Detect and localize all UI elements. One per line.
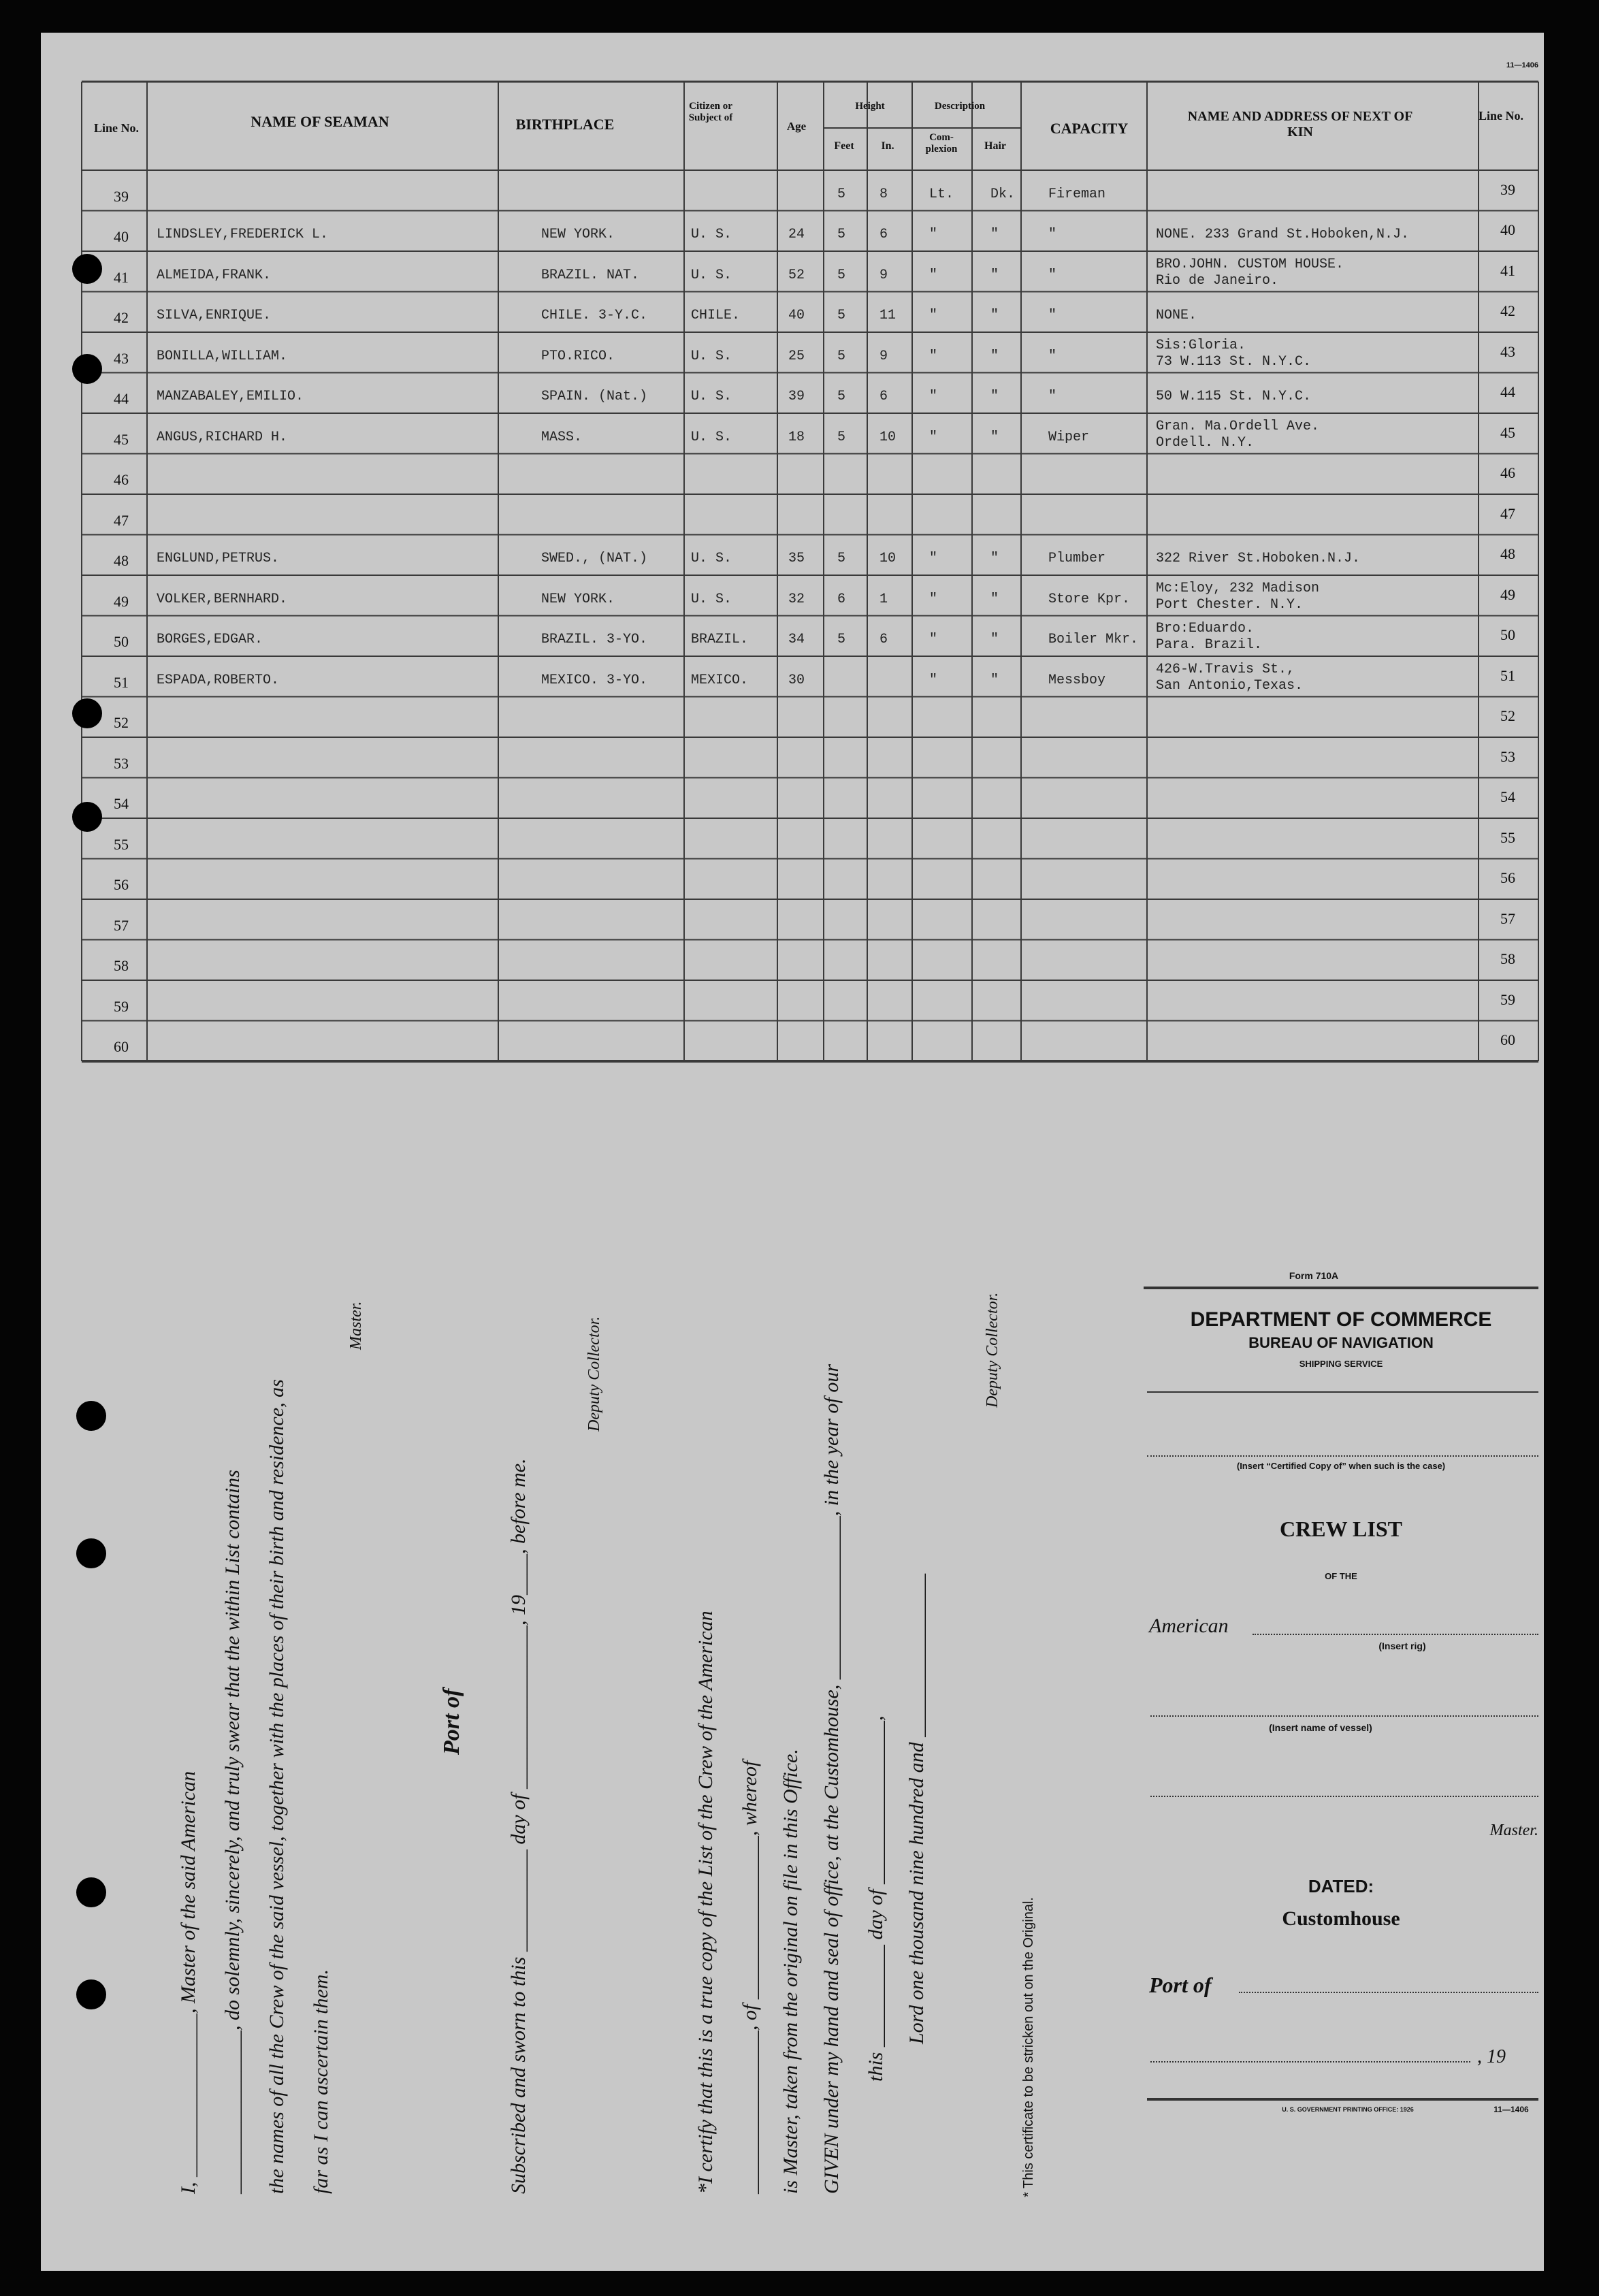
header-capacity: CAPACITY [1050, 120, 1129, 137]
header-birthplace: BIRTHPLACE [515, 116, 615, 133]
crew-age: 52 [788, 267, 805, 283]
header-age: Age [786, 120, 807, 133]
punch-hole [72, 254, 102, 284]
back-dept: DEPARTMENT OF COMMERCE [1190, 1308, 1492, 1331]
crew-complexion: " [929, 267, 938, 283]
crew-feet: 5 [837, 632, 846, 647]
crew-birthplace: MASS. [541, 429, 583, 445]
line-number-right: 44 [1500, 383, 1515, 400]
crew-capacity: " [1048, 227, 1057, 242]
line-number-right: 56 [1500, 869, 1515, 886]
crew-inches: 10 [879, 551, 897, 566]
crew-kin-line-1: Mc:Eloy, 232 Madison [1156, 580, 1320, 596]
crew-kin-line-1: BRO.JOHN. CUSTOM HOUSE. [1156, 256, 1344, 272]
crew-capacity: Messboy [1048, 672, 1106, 688]
crew-name: BONILLA,WILLIAM. [157, 348, 288, 364]
line-number-right: 51 [1500, 666, 1515, 684]
crew-name: LINDSLEY,FREDERICK L. [157, 227, 329, 242]
crew-kin-line-2: 73 W.113 St. N.Y.C. [1156, 353, 1312, 370]
line-number: 44 [114, 390, 129, 407]
crew-hair: " [990, 389, 999, 404]
crew-age: 32 [788, 591, 805, 607]
crew-hair: " [990, 429, 999, 445]
crew-capacity: Plumber [1048, 551, 1106, 566]
header-line-no-right: Line No. [1478, 109, 1523, 123]
crew-inches: 6 [879, 632, 888, 647]
crew-birthplace: NEW YORK. [541, 227, 615, 242]
crew-citizen: MEXICO. [691, 672, 749, 688]
crew-citizen: U. S. [691, 551, 732, 566]
cert-line-3: is Master, taken from the original on file in this Office. [779, 1749, 802, 2194]
oath-line-3: the names of all the Crew of the said vessel, together with the places of their birth and residence, as [265, 1379, 288, 2194]
crew-complexion: " [929, 591, 938, 607]
header-kin: NAME AND ADDRESS OF NEXT OF KIN [1187, 109, 1413, 140]
punch-hole [76, 1401, 106, 1431]
crew-hair: " [990, 348, 999, 364]
oath-line-1: I, ________________, Master of the said American [177, 1770, 199, 2194]
back-bottom-rule [1147, 2098, 1538, 2101]
line-number: 47 [114, 511, 129, 529]
line-number: 49 [114, 592, 129, 610]
crew-complexion: " [929, 227, 938, 242]
line-number-right: 40 [1500, 221, 1515, 238]
crew-hair: " [990, 632, 999, 647]
line-number: 57 [114, 916, 129, 934]
crew-name: BORGES,EDGAR. [157, 632, 263, 647]
crew-feet: 5 [837, 389, 846, 404]
document-page [41, 33, 1544, 2271]
cert-line-5: this __________ day of ________________, [865, 1715, 887, 2082]
crew-capacity: " [1048, 389, 1057, 404]
punch-hole [72, 802, 102, 832]
crew-inches: 9 [879, 267, 888, 283]
crew-feet: 5 [837, 348, 846, 364]
crew-kin-line-1: Bro:Eduardo. [1156, 621, 1255, 636]
crew-complexion: " [929, 429, 938, 445]
crew-hair: Dk. [990, 186, 1016, 202]
oath-line-2: ________________, do solemnly, sincerely, and truly swear that the within List contains [221, 1470, 244, 2194]
back-code: 11—1406 [1493, 2105, 1529, 2114]
line-number-right: 45 [1500, 423, 1515, 441]
line-number-right: 47 [1500, 504, 1515, 522]
line-number: 43 [114, 349, 129, 367]
crew-name: VOLKER,BERNHARD. [157, 591, 288, 607]
crew-hair: " [990, 591, 999, 607]
header-description: Description [934, 101, 986, 112]
crew-citizen: U. S. [691, 389, 732, 404]
crew-feet: 6 [837, 591, 846, 607]
line-number: 59 [114, 997, 129, 1015]
crew-capacity: Fireman [1048, 186, 1106, 202]
line-number-right: 59 [1500, 990, 1515, 1008]
crew-complexion: " [929, 348, 938, 364]
line-number-right: 57 [1500, 909, 1515, 927]
line-number: 58 [114, 957, 129, 974]
punch-hole [72, 354, 102, 384]
back-bureau: BUREAU OF NAVIGATION [1248, 1334, 1434, 1351]
crew-name: SILVA,ENRIQUE. [157, 308, 272, 323]
back-customhouse: Customhouse [1282, 1907, 1400, 1930]
line-number: 41 [114, 268, 129, 286]
crew-citizen: CHILE. [691, 308, 741, 323]
crew-hair: " [990, 308, 999, 323]
crew-citizen: U. S. [691, 227, 732, 242]
crew-name: ESPADA,ROBERTO. [157, 672, 280, 688]
crew-feet: 5 [837, 308, 846, 323]
header-citizen: Citizen or Subject of [688, 101, 733, 124]
line-number-right: 52 [1500, 707, 1515, 724]
line-number: 56 [114, 876, 129, 893]
crew-age: 25 [788, 348, 805, 364]
line-number-right: 46 [1500, 464, 1515, 481]
crew-hair: " [990, 267, 999, 283]
line-number: 53 [114, 754, 129, 772]
line-number-right: 42 [1500, 302, 1515, 319]
crew-birthplace: NEW YORK. [541, 591, 615, 607]
crew-birthplace: MEXICO. 3-YO. [541, 672, 648, 688]
crew-complexion: " [929, 389, 938, 404]
crew-capacity: Boiler Mkr. [1048, 632, 1139, 647]
crew-feet: 5 [837, 267, 846, 283]
crew-birthplace: PTO.RICO. [541, 348, 615, 364]
crew-kin-line-2: Ordell. N.Y. [1156, 434, 1255, 451]
back-service: SHIPPING SERVICE [1299, 1359, 1383, 1369]
crew-capacity: Wiper [1048, 429, 1090, 445]
punch-hole [76, 1877, 106, 1907]
cert-deputy: Deputy Collector. [984, 1292, 1001, 1408]
crew-capacity: " [1048, 348, 1057, 364]
crew-inches: 6 [879, 227, 888, 242]
crew-complexion: " [929, 308, 938, 323]
line-number: 46 [114, 471, 129, 488]
line-number: 55 [114, 835, 129, 853]
crew-age: 39 [788, 389, 805, 404]
line-number: 48 [114, 552, 129, 569]
line-number: 40 [114, 228, 129, 245]
crew-kin-line-1: 50 W.115 St. N.Y.C. [1156, 389, 1312, 404]
crew-inches: 6 [879, 389, 888, 404]
line-number-right: 54 [1500, 788, 1515, 805]
cert-line-1: *I certify that this is a true copy of the List of the Crew of the American [694, 1611, 717, 2194]
line-number-right: 53 [1500, 747, 1515, 765]
crew-name: ALMEIDA,FRANK. [157, 267, 272, 283]
crew-capacity: Store Kpr. [1048, 591, 1131, 607]
crew-inches: 10 [879, 429, 897, 445]
crew-citizen: U. S. [691, 267, 732, 283]
back-of-the: OF THE [1325, 1571, 1357, 1581]
crew-birthplace: CHILE. 3-Y.C. [541, 308, 648, 323]
crew-birthplace: BRAZIL. 3-YO. [541, 632, 648, 647]
header-line-no: Line No. [93, 121, 139, 135]
crew-hair: " [990, 672, 999, 688]
line-number: 51 [114, 673, 129, 691]
crew-age: 40 [788, 308, 805, 323]
oath-deputy: Deputy Collector. [585, 1316, 603, 1432]
punch-hole [76, 1979, 106, 2009]
crew-complexion: " [929, 672, 938, 688]
line-number-right: 50 [1500, 626, 1515, 643]
line-number-right: 43 [1500, 342, 1515, 360]
crew-age: 35 [788, 551, 805, 566]
header-inches: In. [881, 140, 894, 152]
crew-age: 24 [788, 227, 805, 242]
crew-citizen: U. S. [691, 429, 732, 445]
line-number: 50 [114, 633, 129, 650]
crew-citizen: U. S. [691, 591, 732, 607]
crew-complexion: " [929, 551, 938, 566]
back-master-line [1150, 1796, 1538, 1797]
back-port-line [1239, 1992, 1538, 1993]
crew-inches: 11 [879, 308, 897, 323]
header-feet: Feet [834, 140, 854, 152]
crew-citizen: U. S. [691, 348, 732, 364]
crew-complexion: " [929, 632, 938, 647]
back-insert-rig: (Insert rig) [1378, 1640, 1426, 1651]
crew-inches: 1 [879, 591, 888, 607]
line-number-right: 49 [1500, 585, 1515, 603]
crew-kin-line-1: NONE. [1156, 308, 1197, 323]
oath-port-of: Port of [439, 1688, 464, 1755]
crew-kin-line-2: Rio de Janeiro. [1156, 272, 1279, 289]
crew-kin-line-1: NONE. 233 Grand St.Hoboken,N.J. [1156, 227, 1410, 242]
line-number-right: 39 [1500, 180, 1515, 198]
back-rule [1144, 1287, 1538, 1289]
crew-inches: 9 [879, 348, 888, 364]
crew-kin-line-1: Sis:Gloria. [1156, 337, 1246, 353]
crew-capacity: " [1048, 308, 1057, 323]
crew-age: 34 [788, 632, 805, 647]
back-form-no: Form 710A [1289, 1270, 1339, 1281]
line-number: 45 [114, 430, 129, 448]
crew-kin-line-1: 322 River St.Hoboken.N.J. [1156, 551, 1361, 566]
back-year: , 19 [1477, 2046, 1506, 2067]
crew-feet: 5 [837, 551, 846, 566]
crew-name: MANZABALEY,EMILIO. [157, 389, 304, 404]
cert-line-2: ________________, of ________________, whereof [739, 1760, 761, 2194]
back-insert-cert: (Insert “Certified Copy of” when such is the case) [1236, 1461, 1446, 1471]
crew-hair: " [990, 227, 999, 242]
crew-citizen: BRAZIL. [691, 632, 749, 647]
cert-footnote: * This certificate to be stricken out on the Original. [1021, 1897, 1036, 2197]
back-insert-vessel: (Insert name of vessel) [1269, 1722, 1372, 1733]
cert-line-6: Lord one thousand nine hundred and ________________ [905, 1573, 928, 2044]
crew-name: ENGLUND,PETRUS. [157, 551, 280, 566]
header-complexion: Com-plexion [925, 132, 958, 155]
punch-hole [72, 698, 102, 728]
back-port-of: Port of [1149, 1973, 1212, 1997]
header-height: Height [855, 101, 885, 112]
crew-feet: 5 [837, 227, 846, 242]
oath-master: Master. [347, 1301, 365, 1350]
back-title: CREW LIST [1280, 1517, 1402, 1541]
crew-name: ANGUS,RICHARD H. [157, 429, 288, 445]
crew-kin-line-1: 426-W.Travis St., [1156, 661, 1295, 677]
back-dotted-line [1147, 1455, 1538, 1457]
crew-feet: 5 [837, 186, 846, 202]
crew-age: 30 [788, 672, 805, 688]
crew-age: 18 [788, 429, 805, 445]
back-vessel-line [1150, 1715, 1538, 1717]
crew-inches: 8 [879, 186, 888, 202]
back-american: American [1149, 1615, 1229, 1637]
line-number-right: 48 [1500, 545, 1515, 562]
line-number: 54 [114, 795, 129, 812]
header-hair: Hair [984, 140, 1006, 152]
form-code-top: 11—1406 [1506, 61, 1538, 69]
crew-complexion: Lt. [929, 186, 954, 202]
back-master: Master. [1489, 1822, 1538, 1839]
line-number-right: 41 [1500, 261, 1515, 279]
line-number: 42 [114, 309, 129, 326]
back-date-line [1150, 2061, 1470, 2063]
crew-hair: " [990, 551, 999, 566]
oath-subscribed: Subscribed and sworn to this __________ day of ________________, 19____, before me. [507, 1458, 530, 2194]
crew-birthplace: BRAZIL. NAT. [541, 267, 640, 283]
crew-capacity: " [1048, 267, 1057, 283]
crew-kin-line-2: Port Chester. N.Y. [1156, 596, 1304, 613]
back-rig-line [1253, 1634, 1538, 1635]
line-number: 39 [114, 187, 129, 205]
line-number: 60 [114, 1038, 129, 1055]
line-number: 52 [114, 714, 129, 731]
oath-line-4: far as I can ascertain them. [310, 1969, 332, 2194]
header-name: NAME OF SEAMAN [251, 113, 389, 130]
crew-feet: 5 [837, 429, 846, 445]
back-printer: U. S. GOVERNMENT PRINTING OFFICE: 1926 [1282, 2106, 1414, 2113]
crew-kin-line-1: Gran. Ma.Ordell Ave. [1156, 418, 1320, 434]
crew-birthplace: SPAIN. (Nat.) [541, 389, 648, 404]
line-number-right: 60 [1500, 1031, 1515, 1048]
line-number-right: 55 [1500, 828, 1515, 846]
crew-birthplace: SWED., (NAT.) [541, 551, 648, 566]
punch-hole [76, 1538, 106, 1568]
crew-kin-line-2: Para. Brazil. [1156, 637, 1263, 653]
back-rule [1147, 1391, 1538, 1393]
line-number-right: 58 [1500, 950, 1515, 967]
crew-kin-line-2: San Antonio,Texas. [1156, 677, 1304, 694]
back-dated: DATED: [1308, 1876, 1374, 1896]
cert-line-4: GIVEN under my hand and seal of office, at the Customhouse, ________________, in the year of our [820, 1363, 843, 2194]
